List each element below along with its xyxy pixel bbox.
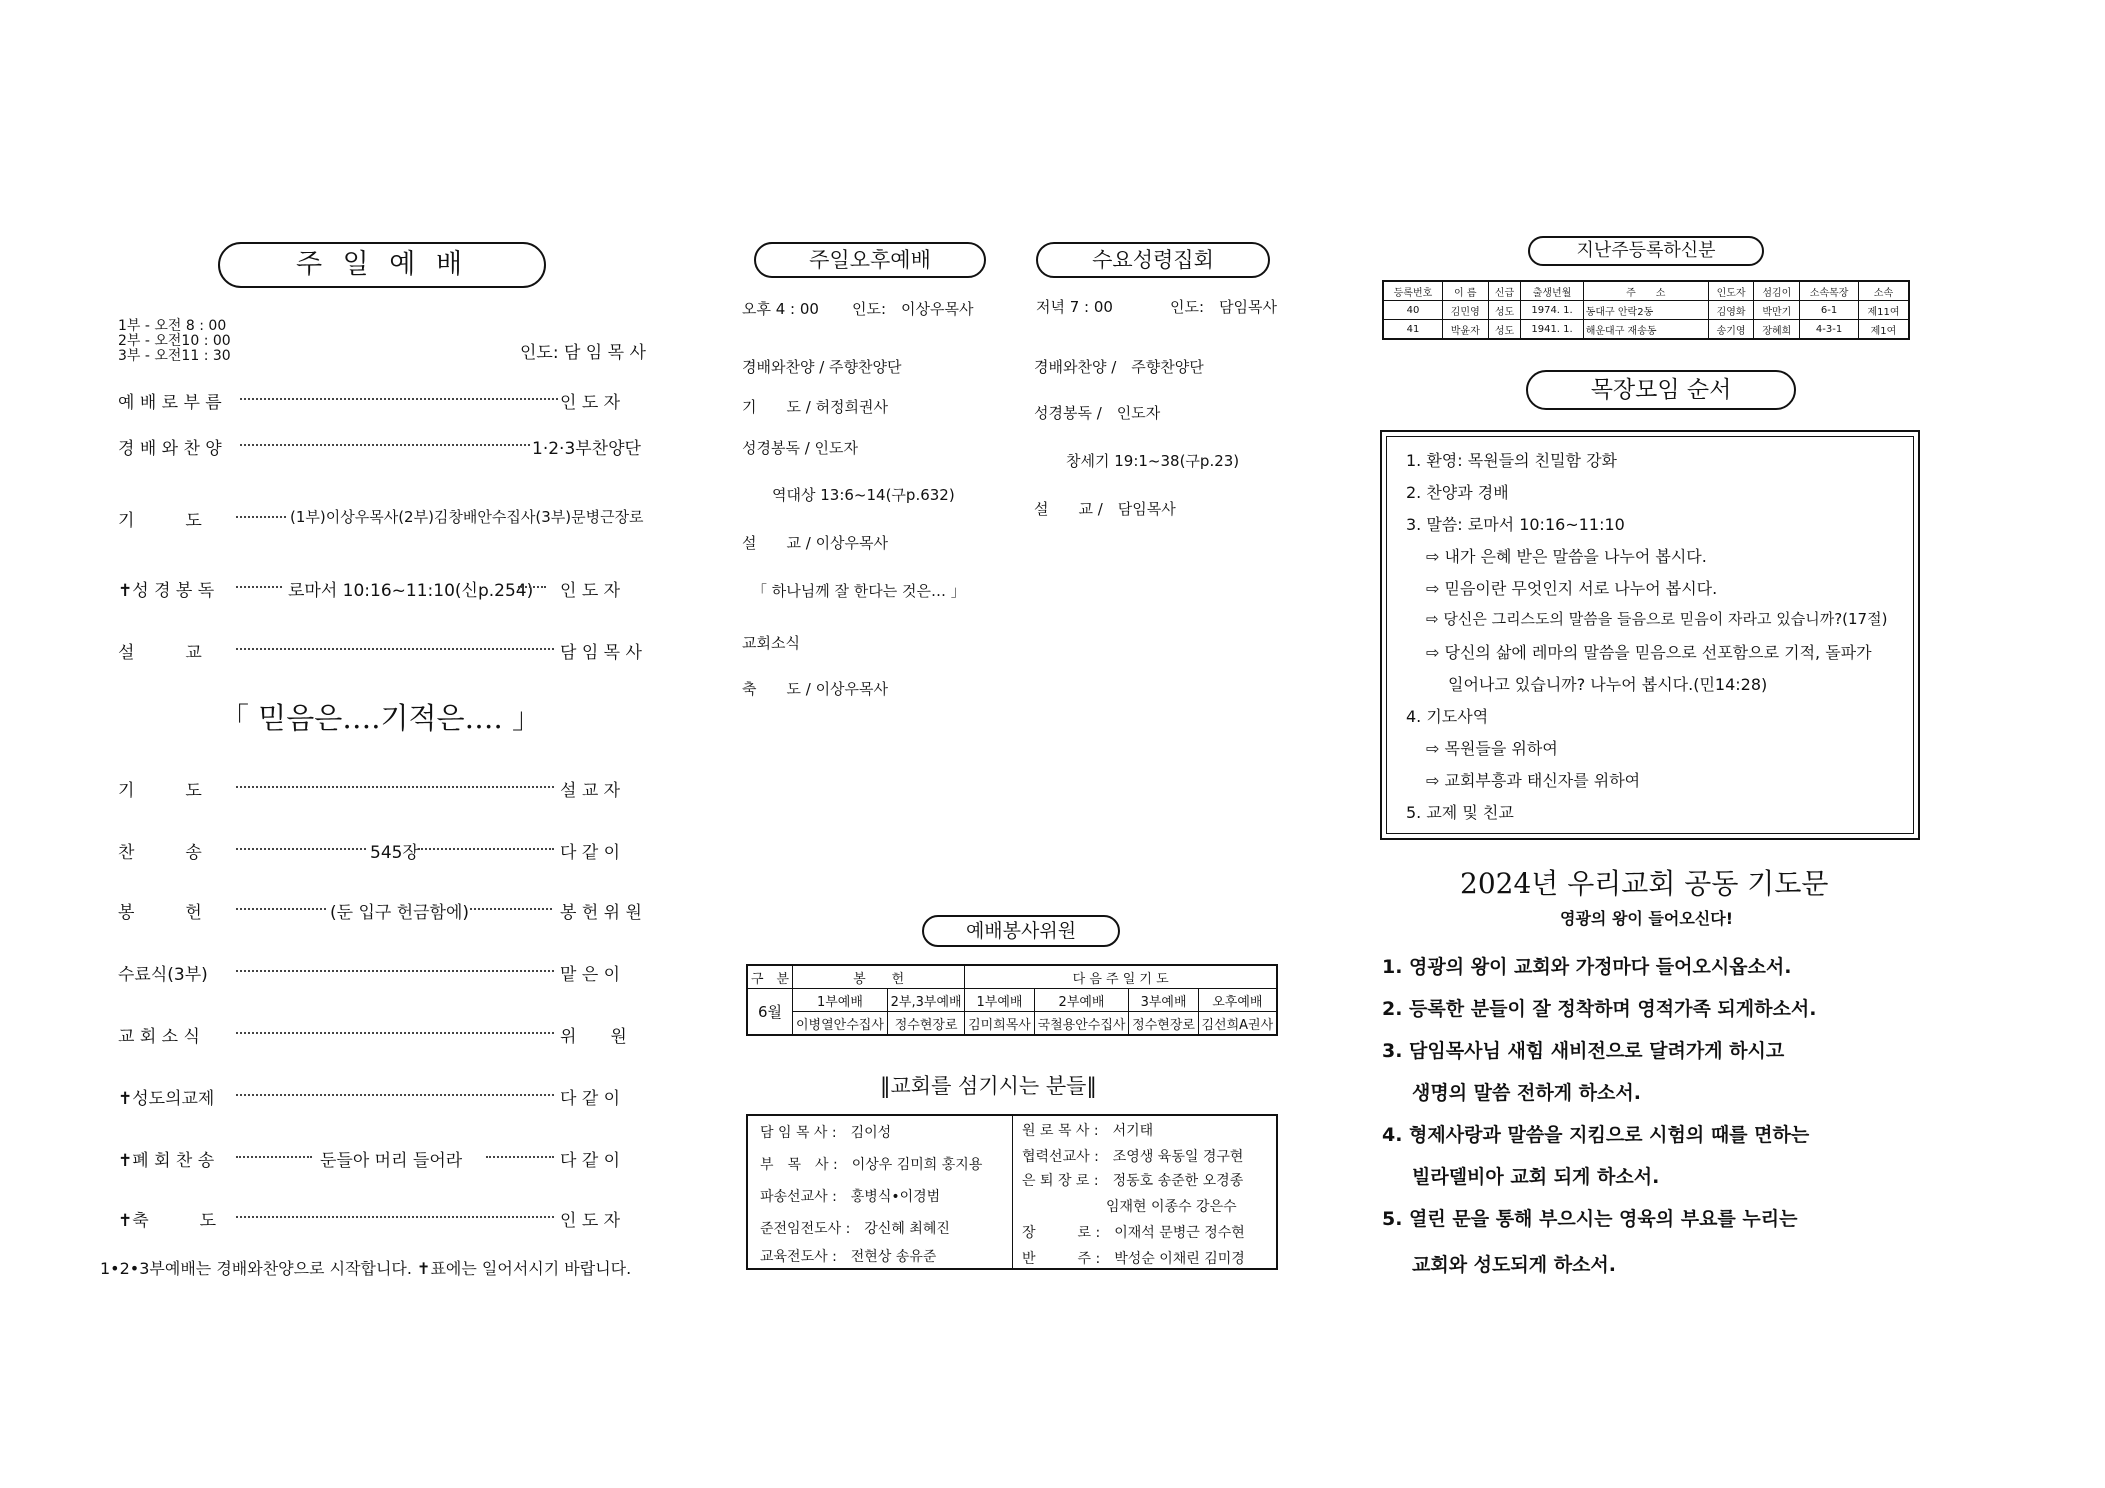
afternoon-line: 성경봉독 / 인도자 <box>742 439 859 457</box>
leader-dots <box>236 648 554 650</box>
wednesday-time: 저녁 7 : 00 <box>1036 298 1113 316</box>
table-cell: 41 <box>1383 320 1442 340</box>
prayer-line: 1. 영광의 왕이 교회와 가정마다 들어오시옵소서. <box>1382 956 1792 978</box>
afternoon-line: 축 도 / 이상우목사 <box>742 680 889 698</box>
order-closing-hymn-title: 둔들아 머리 들어라 <box>320 1151 463 1171</box>
registration-table <box>1382 280 1910 340</box>
prayer-line: 5. 열린 문을 통해 부으시는 영육의 부요를 누리는 <box>1382 1208 1798 1230</box>
table-cell: 오후예배 <box>1198 989 1277 1012</box>
staff-box <box>746 1114 1278 1270</box>
table-cell: 1974. 1. <box>1521 301 1583 320</box>
wednesday-line: 성경봉독 / 인도자 <box>1034 404 1161 422</box>
table-cell: 1부예배 <box>793 989 888 1012</box>
table-cell: 40 <box>1383 301 1442 320</box>
leader-dots <box>236 1094 554 1096</box>
service-committee-title: 예배봉사위원 <box>922 915 1120 947</box>
leader-dots <box>470 908 552 910</box>
table-cell: 제1여 <box>1858 320 1909 340</box>
table-cell: 3부예배 <box>1129 989 1198 1012</box>
prayer-line: 4. 형제사랑과 말씀을 지킴으로 시험의 때를 면하는 <box>1382 1124 1810 1146</box>
cell-meeting-box <box>1380 430 1920 840</box>
cell-question: ⇨ 목원들을 위하여 <box>1426 739 1558 758</box>
table-header-cell: 소속목장 <box>1800 281 1859 301</box>
order-benediction: ✝축 도 <box>118 1211 217 1231</box>
staff-evangelists: 준전임전도사 : 강신혜 최혜진 <box>760 1221 950 1237</box>
order-offering-note: (둔 입구 헌금함에) <box>330 903 470 923</box>
leader-dots <box>236 586 282 588</box>
order-prayer-2: 기 도 <box>118 781 202 801</box>
staff-missionaries: 파송선교사 : 홍병식•이경범 <box>760 1189 941 1205</box>
sunday-leader: 인도: 담 임 목 사 <box>520 343 646 363</box>
sermon-title: 「 믿음은….기적은…. 」 <box>220 701 541 735</box>
table-cell: 송기영 <box>1708 320 1754 340</box>
month-cell: 6월 <box>747 989 793 1036</box>
order-graduation: 수료식(3부) <box>118 965 208 985</box>
order-hymn-by: 다 같 이 <box>560 843 621 863</box>
sunday-title: 주 일 예 배 <box>218 242 546 288</box>
table-cell: 6-1 <box>1800 301 1859 320</box>
staff-retired-elders-cont: 임재현 이종수 강은수 <box>1022 1199 1237 1215</box>
table-header-cell: 신급 <box>1488 281 1521 301</box>
table-row <box>1383 320 1909 340</box>
cell-step: 4. 기도사역 <box>1406 707 1489 726</box>
table-cell: 2부예배 <box>1034 989 1129 1012</box>
table-header-cell: 다 음 주 일 기 도 <box>965 965 1277 989</box>
afternoon-line: 기 도 / 허정희권사 <box>742 398 889 416</box>
leader-dots <box>236 1032 554 1034</box>
leader-dots <box>518 586 546 588</box>
afternoon-title: 주일오후예배 <box>754 242 986 278</box>
afternoon-scripture: 역대상 13:6~14(구p.632) <box>772 486 955 504</box>
order-praise: 경 배 와 찬 양 <box>118 439 222 459</box>
leader-dots <box>236 970 554 972</box>
service-time-1: 1부 - 오전 8 : 00 <box>118 318 227 334</box>
order-fellowship: ✝성도의교제 <box>118 1089 215 1109</box>
order-offering: 봉 헌 <box>118 903 202 923</box>
order-sermon: 설 교 <box>118 643 202 663</box>
staff-retired-elders: 은 퇴 장 로 : 정동호 송준한 오경종 <box>1022 1173 1244 1189</box>
prayer-line: 3. 담임목사님 새힘 새비전으로 달려가게 하시고 <box>1382 1040 1785 1062</box>
leader-dots <box>236 908 326 910</box>
table-cell: 성도 <box>1488 301 1521 320</box>
cell-meeting-title: 목장모임 순서 <box>1526 370 1796 410</box>
table-cell: 4-3-1 <box>1800 320 1859 340</box>
order-graduation-by: 맡 은 이 <box>560 965 621 985</box>
wednesday-title: 수요성령집회 <box>1036 242 1270 278</box>
table-cell: 박윤자 <box>1442 320 1488 340</box>
table-header-cell: 인도자 <box>1708 281 1754 301</box>
cell-question: ⇨ 당신의 삶에 레마의 말씀을 믿음으로 선포함으로 기적, 돌파가 <box>1426 643 1872 662</box>
table-cell: 김영화 <box>1708 301 1754 320</box>
cell-step: 2. 찬양과 경배 <box>1406 483 1509 502</box>
leader-dots <box>486 1156 554 1158</box>
staff-elders: 장 로 : 이재석 문병근 정수현 <box>1022 1225 1245 1241</box>
leader-dots <box>418 848 554 850</box>
table-cell: 김미희목사 <box>965 1012 1034 1036</box>
afternoon-leader: 인도: 이상우목사 <box>852 300 974 318</box>
order-benediction-by: 인 도 자 <box>560 1211 621 1231</box>
order-call-to-worship: 예 배 로 부 름 <box>118 393 222 413</box>
prayer-line-cont: 생명의 말씀 전하게 하소서. <box>1412 1082 1641 1104</box>
service-committee-table <box>746 964 1278 1036</box>
table-row <box>747 989 1277 1012</box>
prayer-line: 2. 등록한 분들이 잘 정착하며 영적가족 되게하소서. <box>1382 998 1817 1020</box>
prayer-line-cont: 빌라델비아 교회 되게 하소서. <box>1412 1166 1660 1188</box>
afternoon-line: 교회소식 <box>742 634 800 652</box>
order-offering-by: 봉 헌 위 원 <box>560 903 642 923</box>
wednesday-line: 설 교 / 담임목사 <box>1034 500 1176 518</box>
staff-divider <box>1012 1116 1013 1268</box>
staff-cooperating-missionaries: 협력선교사 : 조영생 육동일 경구현 <box>1022 1149 1244 1165</box>
wednesday-leader: 인도: 담임목사 <box>1170 298 1277 316</box>
cell-question: ⇨ 믿음이란 무엇인지 서로 나누어 봅시다. <box>1426 579 1718 598</box>
afternoon-time: 오후 4 : 00 <box>742 300 819 318</box>
staff-title: ‖교회를 섬기시는 분들‖ <box>880 1074 1097 1098</box>
staff-accompanists: 반 주 : 박성순 이채린 김미경 <box>1022 1251 1245 1267</box>
leader-dots <box>236 516 286 518</box>
leader-dots <box>240 444 530 446</box>
table-cell: 박만기 <box>1754 301 1800 320</box>
sunday-note: 1•2•3부예배는 경배와찬양으로 시작합니다. ✝표에는 일어서시기 바랍니다. <box>100 1259 632 1278</box>
afternoon-line: 설 교 / 이상우목사 <box>742 534 889 552</box>
staff-associate-pastors: 부 목 사 : 이상우 김미희 홍지용 <box>760 1157 983 1173</box>
cell-step: 5. 교제 및 친교 <box>1406 803 1514 822</box>
order-scripture-ref: 로마서 10:16~11:10(신p.254) <box>288 581 534 601</box>
order-news-by: 위 원 <box>560 1027 627 1047</box>
leader-dots <box>236 1216 554 1218</box>
table-row <box>747 1012 1277 1036</box>
table-header-cell: 소속 <box>1858 281 1909 301</box>
table-header-cell: 봉 헌 <box>793 965 965 989</box>
staff-emeritus-pastor: 원 로 목 사 : 서기태 <box>1022 1123 1154 1139</box>
cell-question: ⇨ 당신은 그리스도의 말씀을 들음으로 믿음이 자라고 있습니까?(17절) <box>1426 610 1888 628</box>
table-cell: 국철용안수집사 <box>1034 1012 1129 1036</box>
leader-dots <box>240 398 558 400</box>
table-cell: 김선희A권사 <box>1198 1012 1277 1036</box>
table-header-cell: 구 분 <box>747 965 793 989</box>
table-cell: 정수현장로 <box>1129 1012 1198 1036</box>
leader-dots <box>236 848 366 850</box>
prayer-subtitle: 영광의 왕이 들어오신다! <box>1560 909 1733 928</box>
registration-title: 지난주등록하신분 <box>1528 236 1764 266</box>
table-cell: 성도 <box>1488 320 1521 340</box>
table-header-cell: 출생년월 <box>1521 281 1583 301</box>
table-cell: 장혜희 <box>1754 320 1800 340</box>
order-scripture-by: 인 도 자 <box>560 581 621 601</box>
cell-step: 1. 환영: 목원들의 친밀함 강화 <box>1406 451 1618 470</box>
table-header-cell: 등록번호 <box>1383 281 1442 301</box>
table-header-cell: 이 름 <box>1442 281 1488 301</box>
order-hymn: 찬 송 <box>118 843 202 863</box>
service-time-2: 2부 - 오전10 : 00 <box>118 333 231 349</box>
order-prayer-names: (1부)이상우목사(2부)김창배안수집사(3부)문병근장로 <box>290 508 644 526</box>
table-cell: 동대구 안락2동 <box>1583 301 1708 320</box>
afternoon-line: 경배와찬양 / 주향찬양단 <box>742 358 902 376</box>
order-prayer: 기 도 <box>118 511 202 531</box>
table-cell: 1부예배 <box>965 989 1034 1012</box>
cell-question: ⇨ 교회부흥과 태신자를 위하여 <box>1426 771 1641 790</box>
table-row <box>747 965 1277 989</box>
order-news: 교 회 소 식 <box>118 1027 200 1047</box>
cell-step: 3. 말씀: 로마서 10:16~11:10 <box>1406 515 1625 534</box>
table-cell: 1941. 1. <box>1521 320 1583 340</box>
service-time-3: 3부 - 오전11 : 30 <box>118 348 231 364</box>
table-header-cell: 주 소 <box>1583 281 1708 301</box>
order-closing-hymn: ✝폐 회 찬 송 <box>118 1151 215 1171</box>
table-row <box>1383 281 1909 301</box>
table-cell: 정수현장로 <box>887 1012 965 1036</box>
staff-education: 교육전도사 : 전현상 송유준 <box>760 1249 937 1265</box>
leader-dots <box>236 1156 312 1158</box>
order-hymn-number: 545장 <box>370 843 419 863</box>
order-sermon-by: 담 임 목 사 <box>560 643 642 663</box>
cell-question: ⇨ 내가 은혜 받은 말씀을 나누어 봅시다. <box>1426 547 1707 566</box>
order-prayer-2-by: 설 교 자 <box>560 781 621 801</box>
order-praise-by: 1·2·3부찬양단 <box>532 439 641 459</box>
order-closing-hymn-by: 다 같 이 <box>560 1151 621 1171</box>
wednesday-line: 경배와찬양 / 주향찬양단 <box>1034 358 1204 376</box>
table-header-cell: 섬김이 <box>1754 281 1800 301</box>
table-cell: 제11여 <box>1858 301 1909 320</box>
table-cell: 김민영 <box>1442 301 1488 320</box>
order-fellowship-by: 다 같 이 <box>560 1089 621 1109</box>
prayer-line-cont: 교회와 성도되게 하소서. <box>1412 1254 1616 1276</box>
cell-question-cont: 일어나고 있습니까? 나누어 봅시다.(민14:28) <box>1448 675 1768 694</box>
table-cell: 2부,3부예배 <box>887 989 965 1012</box>
order-scripture: ✝성 경 봉 독 <box>118 581 215 601</box>
table-row <box>1383 301 1909 320</box>
wednesday-scripture: 창세기 19:1~38(구p.23) <box>1066 452 1240 470</box>
staff-senior-pastor: 담 임 목 사 : 김이성 <box>760 1125 892 1141</box>
prayer-title: 2024년 우리교회 공동 기도문 <box>1460 867 1829 900</box>
afternoon-sermon-title: 「 하나님께 잘 한다는 것은… 」 <box>752 582 966 600</box>
table-cell: 해운대구 재송동 <box>1583 320 1708 340</box>
order-call-to-worship-by: 인 도 자 <box>560 393 621 413</box>
table-cell: 이병열안수집사 <box>793 1012 888 1036</box>
leader-dots <box>236 786 554 788</box>
